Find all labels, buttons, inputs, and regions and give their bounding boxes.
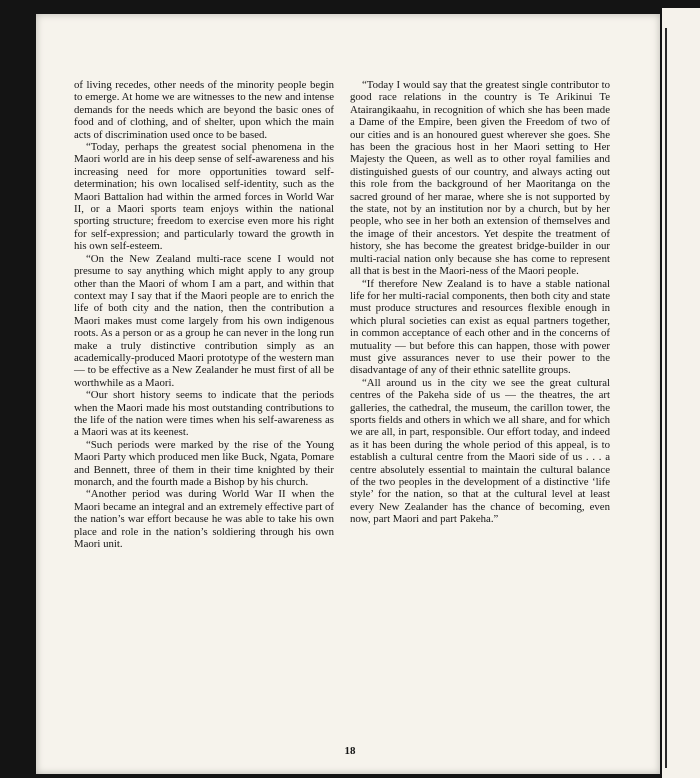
paragraph: “Today I would say that the greatest single contributor to good race relations in the country is Te Arikinui Te Atairangikaahu, in recognition of which she has been made a Dame of the Empire, been given the Freedom of two of our cities and is an honoured guest wherever she goes. She has been the gracious host in her Maori setting to Her Majesty the Queen, as well as to other royal families and distinguished guests of our country, and always acting out this role from the background of her Maoritanga on the sacred ground of her marae, where she is not supported by the state, not by an institution nor by a church, but by her people, who see in her both an extension of themselves and the image of their ancestors. Yet despite the treatment of history, she has become the greatest bridge-builder in our multi-racial nation only because she has come to represent all that is best in the Maori-ness of the Maori people.	[350, 79, 610, 278]
page-gutter-line	[665, 28, 667, 768]
adjacent-page-edge	[662, 8, 700, 778]
paragraph: “Our short history seems to indicate that the periods when the Maori made his most outstanding contributions to the life of the nation were times when his self-awareness as a Maori was at its keenest.	[74, 389, 334, 439]
left-text-column	[74, 79, 334, 550]
paragraph: “Another period was during World War II when the Maori became an integral and an extremely effective part of the nation’s war effort because he was able to take his own place and role in the nation’s soldiering through his own Maori unit.	[74, 488, 334, 551]
paragraph: “All around us in the city we see the great cultural centres of the Pakeha side of us — the theatres, the art galleries, the cathedral, the museum, the carillon tower, the sports fields and others in which we all share, and for which we are all, in part, responsible. Our effort today, and indeed as it has been during the whole period of this appeal, is to establish a cultural centre from the Maori side of us . . . a centre absolutely essential to maintain the cultural balance of the two peoples in the development of a distinctive ‘life style’ for the nation, so that at the cultural level at least every New Zealander has the chance of becoming, even now, part Maori and part Pakeha.”	[350, 376, 610, 526]
paragraph: “On the New Zealand multi-race scene I would not presume to say anything which might apply to any group other than the Maori of whom I am a part, and within that context may I say that if the Maori people are to enrich the life of both city and the nation, then the contribution a Maori makes must come largely from his own indigenous roots. As a person or as a group he can never in the long run make a truly distinctive contribution simply as an academically-produced Maori prototype of the western man — to be effective as a New Zealander he must first of all be worthwhile as a Maori.	[74, 252, 334, 389]
paragraph: of living recedes, other needs of the minority people begin to emerge. At home we are witnesses to the new and intense demands for the needs which are beyond the basic ones of food and of clothing, and of shelter, upon which the main acts of discrimination used once to be based.	[74, 79, 334, 141]
paragraph: “If therefore New Zealand is to have a stable national life for her multi-racial components, then both city and state must produce structures and resources flexible enough in which plural societies can exist as equal partners together, in common acceptance of each other and in the concerns of mutuality — but before this can happen, those with power must give assurances never to use their power to the disadvantage of any of their ethnic satellite groups.	[350, 277, 610, 377]
page-number: 18	[344, 745, 356, 757]
paragraph: “Such periods were marked by the rise of the Young Maori Party which produced men like Buck, Ngata, Pomare and Bennett, three of them in their time knighted by their monarch, and the fourth made a Bishop by his church.	[74, 438, 334, 488]
paragraph: “Today, perhaps the greatest social phenomena in the Maori world are in his deep sense of self-awareness and his increasing need for more opportunities toward self-determination; his own localised self-identity, such as the Maori Battalion had within the armed forces in World War II, or a Maori sports team enjoys within the national sporting structure; freedom to exercise even more his right for self-expression; and particularly toward the growth in his own self-esteem.	[74, 141, 334, 253]
right-text-column	[350, 79, 610, 526]
